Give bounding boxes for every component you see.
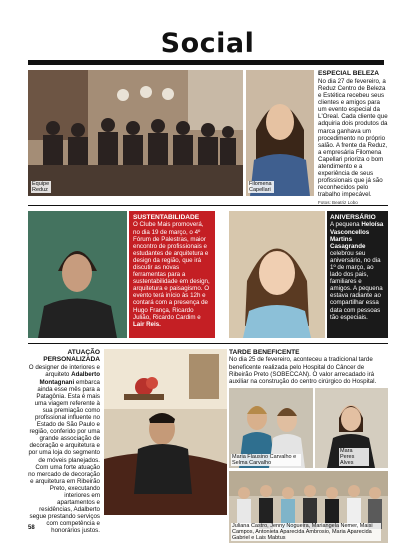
title-rule xyxy=(28,60,384,65)
aniversario-intro: A pequena xyxy=(330,221,360,229)
atuacao-heading-2: PERSONALIZADA xyxy=(43,356,100,364)
caption-guests-right: Mara Peres Alves xyxy=(339,448,369,466)
atuacao-intro: O designer de interiores e arquiteto xyxy=(28,364,100,379)
sustentabilidade-body-bold: Lair Reis. xyxy=(133,320,161,328)
owner-photo xyxy=(246,70,314,196)
sustentabilidade-body: O Clube Mais promoverá, no dia 19 de março, o 4º Fórum de Palestras, maior encontro de profissionais e estudantes de arquitetura e design da região, que irá discutir as novas ferramentas para a sustentabilidade em design, arquitetura e paisagismo. O evento terá início às 12h e contará com a presença de Hugo França, Ricardo Julião, Ricardo Cardim e xyxy=(133,221,210,321)
guests-photo-left xyxy=(229,388,313,468)
speaker-photo xyxy=(28,211,127,338)
row-divider-1 xyxy=(28,205,388,206)
atuacao-heading-1: ATUAÇÃO xyxy=(67,349,100,356)
guests-photo-right xyxy=(315,388,388,468)
atuacao-body: embarca ainda esse mês para a Patagônia. Esta é mais uma viagem referente à sua premiação como profissional influente no Estado de São Paulo e região, conferido por uma grande associação de decoração e arquitetura e por uma loja do segmento de móveis planejados. Com uma forte atuação no mercado de decoração e arquitetura em Ribeirão Preto, executando interiores em apartamentos e residências, Adalberto segue prestando serviços com competência e honorários justos. xyxy=(28,378,100,535)
aniversario-box xyxy=(327,211,388,338)
group-photo xyxy=(229,471,388,543)
caption-group: Juliana Castro, Jenny Nogueira, Mariangela Nemer, Maisi Campos, Antonieta Aparecida Ambrosio, Maria Aparecida Gabriel e Lais Mabtus xyxy=(231,523,381,541)
caption-owner: Filomena Capellari xyxy=(248,181,274,193)
caption-guests-left: Maria Flausino Carvalho e Selma Carvalho xyxy=(231,454,301,466)
atuacao-name: Adalberto Montagnani xyxy=(39,371,100,386)
team-photo xyxy=(28,70,243,196)
page-number: 58 xyxy=(28,525,35,531)
beleza-credit: Fotos: Beatriz Lobo xyxy=(318,199,358,205)
aniversario-body: celebrou seu aniversário, no dia 1º de março, ao lado dos pais, familiares e amigos. A pequena estava radiante ao compartilhar essa data com pessoas tão especiais. xyxy=(330,249,383,321)
designer-photo xyxy=(104,349,227,515)
row-divider-2 xyxy=(28,343,388,344)
aniversario-name: Heloísa Vasconcellos Martins Casagrande xyxy=(330,221,384,250)
beleza-body: No dia 27 de fevereiro, a Reduz Centro de Beleza e Estética recebeu seus clientes e amigos para um evento especial da L'Oreal. Cada cliente que adquiria dois produtos da marca ganhava um procedimento no próprio salão. A frente da Reduz, a empresária Filomena Capellari prioriza o bom atendimento e a experiência de seus profissionais que já são reconhecidos pelo trabalho impecável. xyxy=(318,77,388,199)
page-title: Social xyxy=(160,28,255,59)
beneficente-heading: TARDE BENEFICENTE xyxy=(229,349,300,356)
aniversario-heading: ANIVERSÁRIO xyxy=(330,214,376,221)
beleza-heading: ESPECIAL BELEZA xyxy=(318,70,380,77)
sustentabilidade-box xyxy=(129,211,215,338)
sustentabilidade-heading: SUSTENTABILIDADE xyxy=(133,214,200,221)
caption-team: Equipe Reduz xyxy=(32,181,50,193)
beneficente-body: No dia 25 de fevereiro, aconteceu a tradicional tarde beneficente realizada pelo Hospital do Câncer de Ribeirão Preto (SOBECCAN). O valor arrecadado irá auxiliar na construção do centro cirúrgico do Hospital. xyxy=(229,356,377,385)
girl-photo xyxy=(229,211,325,338)
